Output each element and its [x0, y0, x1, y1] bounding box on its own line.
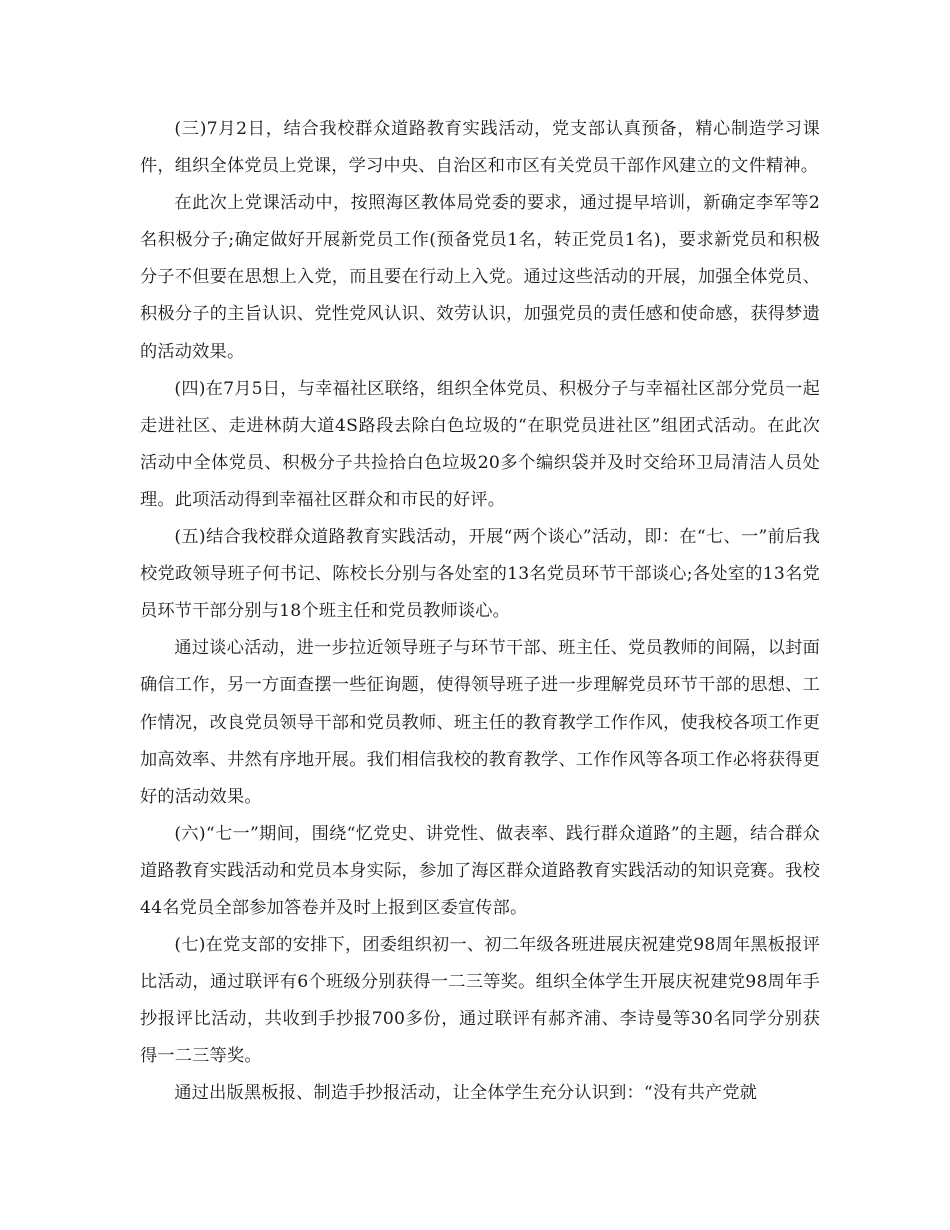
- paragraph-5-two-heart-talks: (五)结合我校群众道路教育实践活动，开展“两个谈心”活动，即：在“七、一”前后我校党政领导班子何书记、陈校长分别与各处室的13名党员环节干部谈心;各处室的13名党员环节干部分别与18个班主任和党员教师谈心。: [140, 527, 820, 622]
- paragraph-7-blackboard-contest: (七)在党支部的安排下，团委组织初一、初二年级各班进展庆祝建党98周年黑板报评比活动，通过联评有6个班级分别获得一二三等奖。组织全体学生开展庆祝建党98周年手抄报评比活动，共收到手抄报700多份，通过联评有郝齐浦、李诗曼等30名同学分别获得一二三等奖。: [140, 935, 820, 1067]
- paragraph-party-lesson-details: 在此次上党课活动中，按照海区教体局党委的要求，通过提早培训，新确定李军等2名积极分子;确定做好开展新党员工作(预备党员1名，转正党员1名)，要求新党员和积极分子不但要在思想上入党，而且要在行动上入党。通过这些活动的开展，加强全体党员、积极分子的主旨认识、党性党风认识、效劳认识，加强党员的责任感和使命感，获得梦遗的活动效果。: [140, 193, 820, 362]
- paragraph-4-community-activity: (四)在7月5日，与幸福社区联络，组织全体党员、积极分子与幸福社区部分党员一起走进社区、走进林荫大道4S路段去除白色垃圾的“在职党员进社区”组团式活动。在此次活动中全体党员、积极分子共捡拾白色垃圾20多个编织袋并及时交给环卫局清洁人员处理。此项活动得到幸福社区群众和市民的好评。: [140, 378, 820, 510]
- paragraph-6-knowledge-contest: (六)“七一”期间，围绕“忆党史、讲党性、做表率、践行群众道路”的主题，结合群众道路教育实践活动和党员本身实际，参加了海区群众道路教育实践活动的知识竞赛。我校44名党员全部参加答卷并及时上报到区委宣传部。: [140, 823, 820, 918]
- paragraph-3-party-lesson: (三)7月2日，结合我校群众道路教育实践活动，党支部认真预备，精心制造学习课件，组织全体党员上党课，学习中央、自治区和市区有关党员干部作风建立的文件精神。: [140, 119, 820, 177]
- paragraph-heart-talk-results: 通过谈心活动，进一步拉近领导班子与环节干部、班主任、党员教师的间隔，以封面确信工作，另一方面查摆一些征询题，使得领导班子进一步理解党员环节干部的思想、工作情况，改良党员领导干部和党员教师、班主任的教育教学工作作风，使我校各项工作更加高效率、井然有序地开展。我们相信我校的教育教学、工作作风等各项工作必将获得更好的活动效果。: [140, 638, 820, 807]
- paragraph-blackboard-conclusion: 通过出版黑板报、制造手抄报活动，让全体学生充分认识到：“没有共产党就: [174, 1083, 758, 1104]
- document-body: [140, 111, 820, 1113]
